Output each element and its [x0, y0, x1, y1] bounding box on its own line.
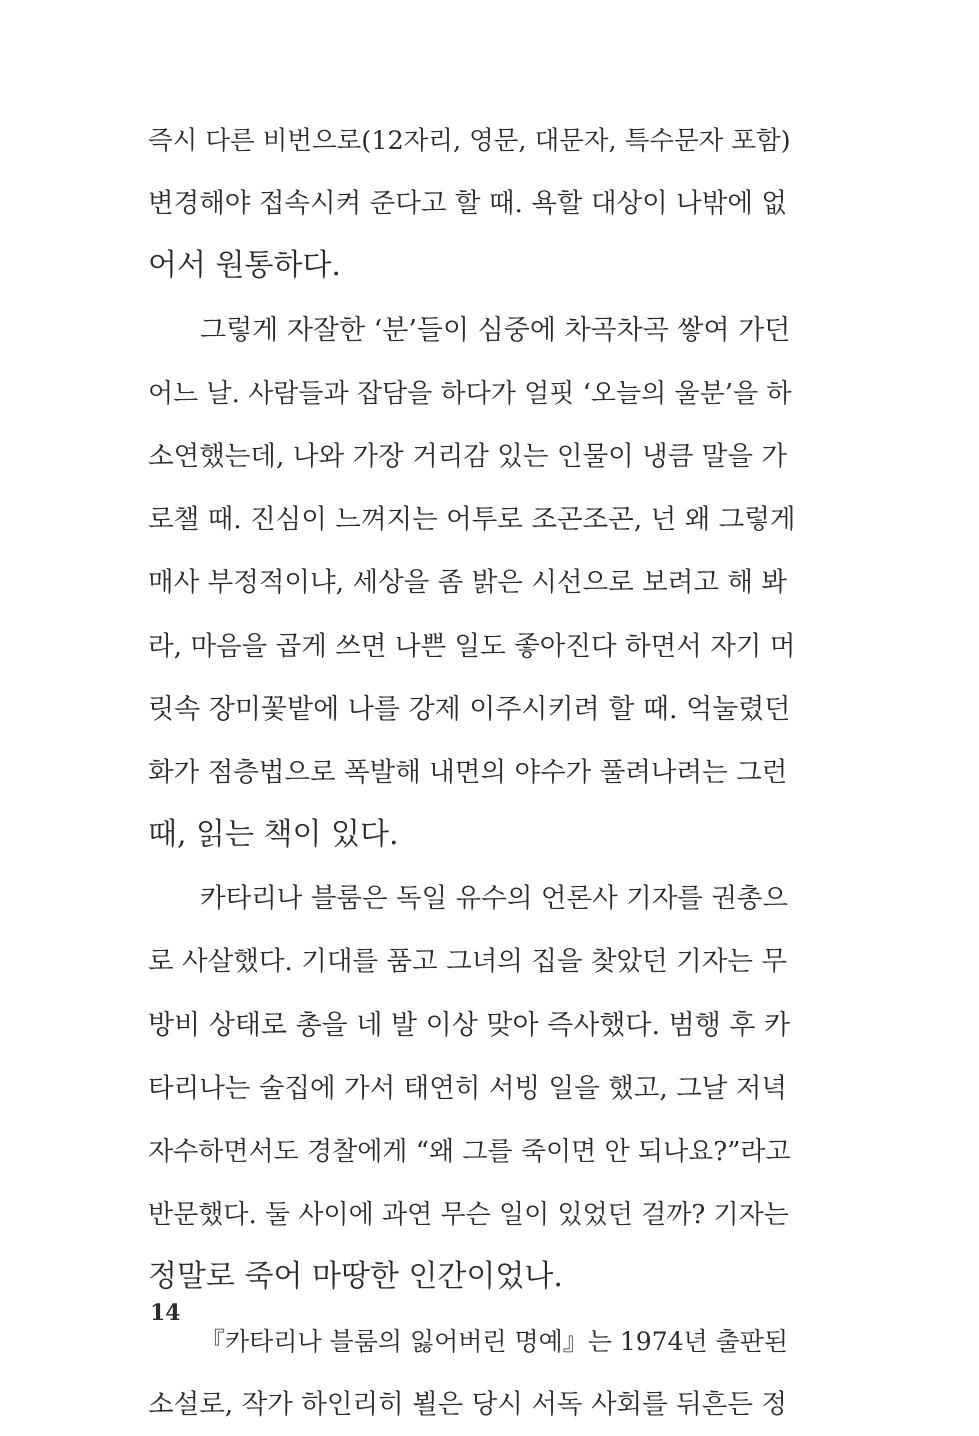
- text-line: 정말로 죽어 마땅한 인간이었나.: [148, 1259, 563, 1295]
- text-line: 화가 점층법으로 폭발해 내면의 야수가 풀려나려는 그런: [148, 756, 788, 788]
- text-line: 변경해야 접속시켜 준다고 할 때. 욕할 대상이 나밖에 없: [148, 188, 787, 220]
- text-line: 매사 부정적이냐, 세상을 좀 밝은 시선으로 보려고 해 봐: [148, 567, 787, 599]
- text-line: 로챌 때. 진심이 느껴지는 어투로 조곤조곤, 넌 왜 그렇게: [148, 504, 796, 536]
- paragraph-first-line: 『카타리나 블룸의 잃어버린 명예』는 1974년 출판된: [200, 1326, 789, 1356]
- body-text: [148, 108, 798, 1435]
- text-line: 소설로, 작가 하인리히 뵐은 당시 서독 사회를 뒤흔든 정: [148, 1388, 787, 1420]
- text-line: 자수하면서도 경찰에게 “왜 그를 죽이면 안 되나요?”라고: [148, 1137, 791, 1167]
- text-line: 어서 원통하다.: [148, 248, 341, 284]
- text-line: 어느 날. 사람들과 잡담을 하다가 얼핏 ‘오늘의 울분’을 하: [148, 378, 792, 409]
- text-line: 릿속 장미꽃밭에 나를 강제 이주시키려 할 때. 억눌렸던: [148, 693, 791, 725]
- paragraph-first-line: 카타리나 블룸은 독일 유수의 언론사 기자를 권총으: [200, 883, 789, 915]
- page-number: 14: [150, 1300, 181, 1326]
- text-line: 소연했는데, 나와 가장 거리감 있는 인물이 냉큼 말을 가: [148, 440, 787, 472]
- text-line: 라, 마음을 곱게 쓰면 나쁜 일도 좋아진다 하면서 자기 머: [148, 630, 796, 662]
- text-line: 타리나는 술집에 가서 태연히 서빙 일을 했고, 그날 저녁: [148, 1072, 787, 1104]
- text-line: 때, 읽는 책이 있다.: [148, 817, 399, 853]
- text-line: 반문했다. 둘 사이에 과연 무슨 일이 있었던 걸까? 기자는: [148, 1200, 789, 1231]
- text-line: 즉시 다른 비번으로(12자리, 영문, 대문자, 특수문자 포함): [148, 126, 791, 156]
- paragraph-first-line: 그렇게 자잘한 ‘분’들이 심중에 차곡차곡 쌓여 가던: [200, 314, 791, 346]
- text-line: 로 사살했다. 기대를 품고 그녀의 집을 찾았던 기자는 무: [148, 946, 787, 978]
- text-line: 방비 상태로 총을 네 발 이상 맞아 즉사했다. 범행 후 카: [148, 1009, 791, 1041]
